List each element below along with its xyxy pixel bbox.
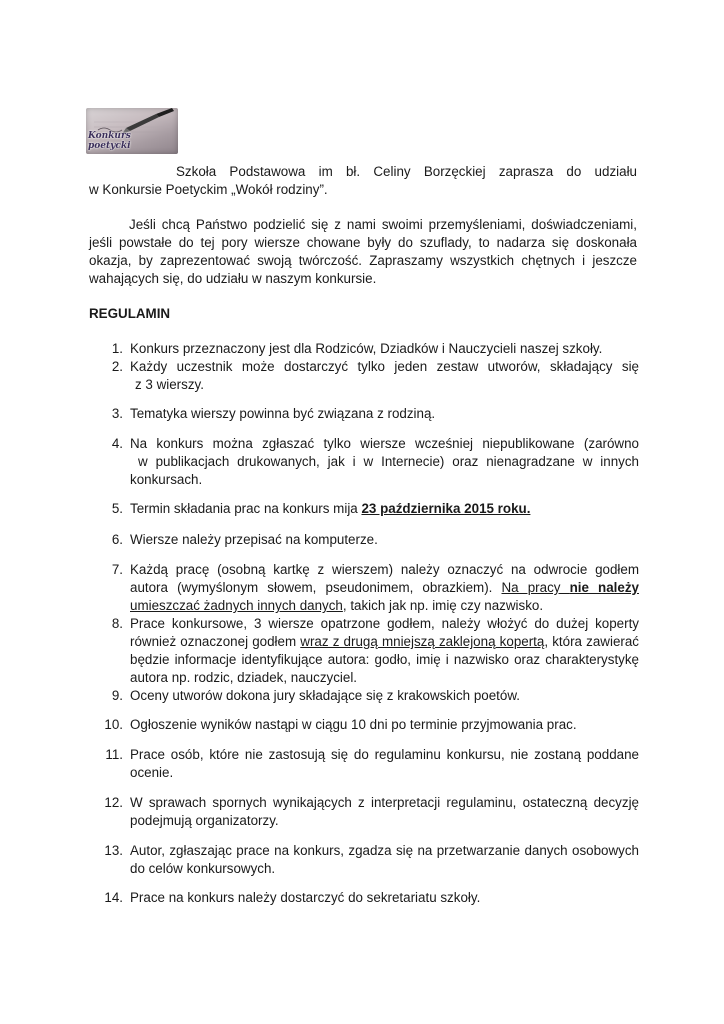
rule-text: Termin składania prac na konkurs mija xyxy=(130,501,362,516)
rule-number: 5. xyxy=(111,501,123,516)
intro-paragraph xyxy=(89,216,637,288)
rule-number: 6. xyxy=(111,532,123,547)
rule-text: Każdą pracę (osobną kartkę z wierszem) należy oznaczyć na odwrocie godłem autora (wymyślonym słowem, pseudonimem, obrazkiem). xyxy=(130,562,639,595)
rule-underlined-1: Na pracy xyxy=(501,580,570,595)
rule-text-line-2: z 3 wierszy. xyxy=(135,377,204,392)
rule-text: Prace osób, które nie zastosują się do regulaminu konkursu, nie zostaną poddane ocenie. xyxy=(130,747,639,780)
rule-text-line-1: Każdy uczestnik może dostarczyć tylko jeden zestaw utworów, składający się xyxy=(130,359,639,374)
deadline-date: 23 października 2015 roku. xyxy=(361,501,531,516)
rule-bold: nie należy xyxy=(569,580,639,595)
rule-number: 9. xyxy=(111,688,123,703)
intro-line-2: w Konkursie Poetyckim „Wokół rodziny”. xyxy=(89,182,328,197)
rule-text: Tematyka wierszy powinna być związana z rodziną. xyxy=(130,406,436,421)
rule-text: Oceny utworów dokona jury składające się z krakowskich poetów. xyxy=(130,688,521,703)
rule-number: 8. xyxy=(111,616,123,631)
rule-number: 14. xyxy=(104,890,123,905)
intro-paragraph-text: Jeśli chcą Państwo podzielić się z nami swoimi przemyśleniami, doświadczeniami, jeśli powstałe do tej pory wiersze chowane były do szuflady, to nadarza się doskonała okazja, by zaprezentować swoją twórczość. Zapraszamy wszystkich chętnych i jeszcze wahających się, do udziału w naszym konkursie. xyxy=(89,217,637,286)
rule-number: 1. xyxy=(111,341,123,356)
intro-line-1: Szkoła Podstawowa im bł. Celiny Borzęckiej zaprasza do udziału xyxy=(176,164,637,179)
rule-text-after: , która zawierać będzie informacje identyfikujące autora: godło, imię i nazwisko oraz charakterystykę autora np. rodzic, dziadek, nauczyciel. xyxy=(130,634,639,685)
rule-text: Wiersze należy przepisać na komputerze. xyxy=(130,532,378,547)
rule-text: Konkurs przeznaczony jest dla Rodziców, Dziadków i Nauczycieli naszej szkoły. xyxy=(130,341,603,356)
rule-text: Prace konkursowe, 3 wiersze opatrzone godłem, należy włożyć do dużej koperty również oznaczonej godłem xyxy=(130,616,639,649)
rule-number: 3. xyxy=(111,406,123,421)
rule-text: Autor, zgłaszając prace na konkurs, zgadza się na przetwarzanie danych osobowych do celów konkursowych. xyxy=(130,843,639,876)
rule-underlined: wraz z drugą mniejszą zaklejoną kopertą xyxy=(300,634,545,649)
rule-text-after: , takich jak np. imię czy nazwisko. xyxy=(342,598,544,613)
rule-text-line-3: konkursach. xyxy=(130,472,203,487)
rule-number: 11. xyxy=(105,747,123,762)
rule-number: 13. xyxy=(104,843,123,858)
rule-text-line-1: Na konkurs można zgłaszać tylko wiersze wcześniej niepublikowane (zarówno xyxy=(130,436,639,451)
regulamin-heading: REGULAMIN xyxy=(89,306,171,321)
rule-number: 10. xyxy=(104,717,123,732)
contest-logo xyxy=(86,108,178,154)
rule-number: 12. xyxy=(104,795,123,810)
rule-text-line-2: w publikacjach drukowanych, jak i w Internecie) oraz nienagradzane w innych xyxy=(138,454,639,469)
rule-number: 4. xyxy=(111,436,123,451)
rule-underlined-2: umieszczać żadnych innych danych xyxy=(130,598,343,613)
logo-caption: Konkurs poetycki xyxy=(88,131,131,151)
rule-text: Ogłoszenie wyników nastąpi w ciągu 10 dni po terminie przyjmowania prac. xyxy=(130,717,577,732)
rule-number: 7. xyxy=(111,562,123,577)
rule-text: W sprawach spornych wynikających z interpretacji regulaminu, ostateczną decyzję podejmują organizatorzy. xyxy=(130,795,639,828)
rule-text: Prace na konkurs należy dostarczyć do sekretariatu szkoły. xyxy=(130,890,481,905)
rule-number: 2. xyxy=(111,359,123,374)
intro-invitation xyxy=(89,163,637,199)
